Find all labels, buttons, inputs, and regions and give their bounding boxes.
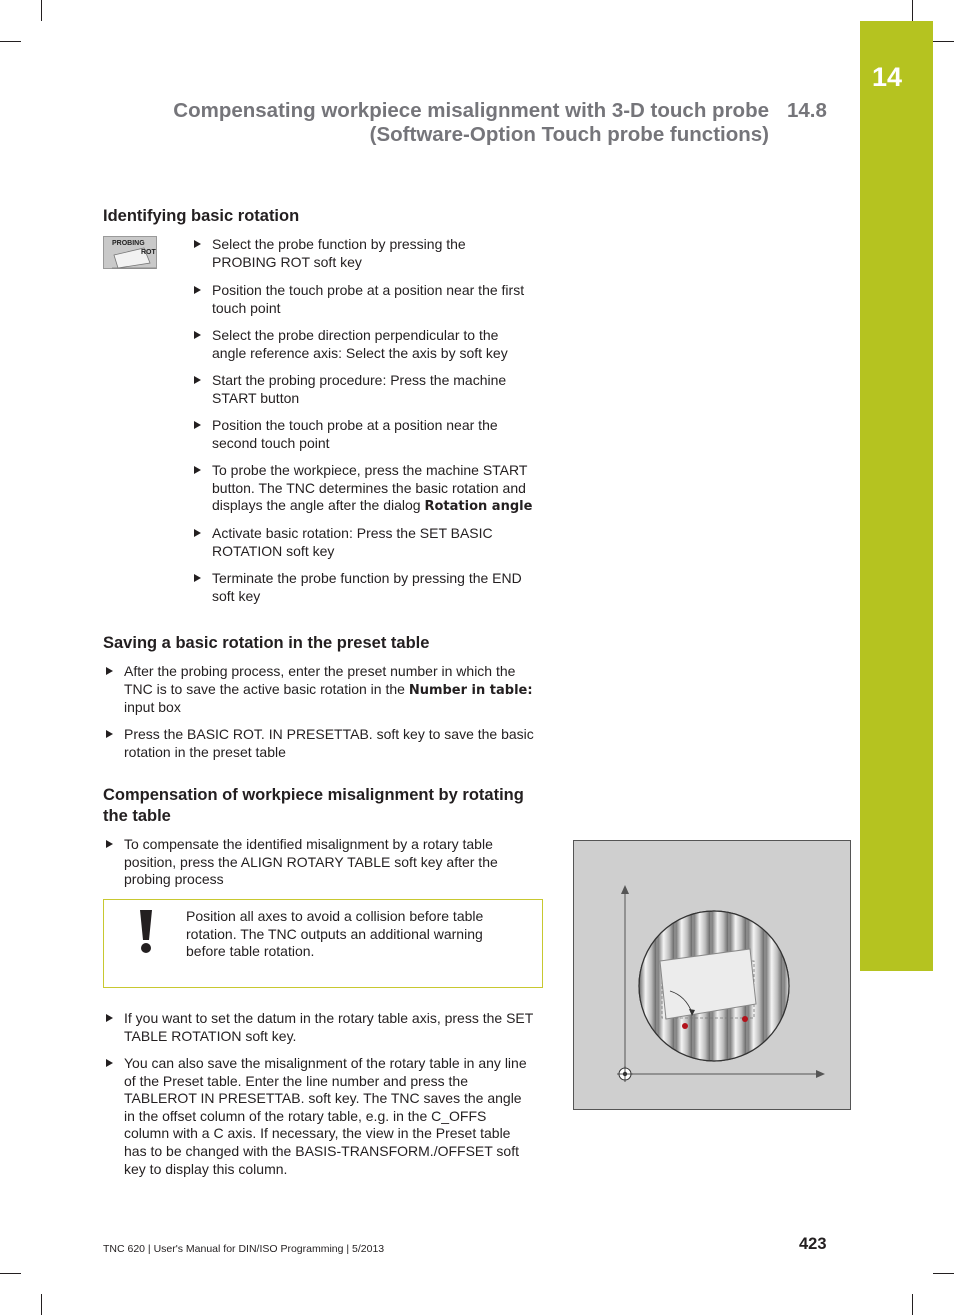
list-item-bold: Rotation angle	[424, 499, 533, 515]
warning-text: Position all axes to avoid a collision before table rotation. The TNC outputs an additional warning before table rotation.	[186, 908, 484, 960]
section-heading	[103, 785, 573, 827]
list-item-text: Select the probe function by pressing the PROBING ROT soft key	[212, 236, 466, 270]
section-heading: Identifying basic rotation	[103, 207, 300, 225]
page-number: 423	[799, 1235, 827, 1253]
list-item-text: Activate basic rotation: Press the SET BASIC ROTATION soft key	[212, 525, 493, 559]
bullet-arrow-icon	[106, 1014, 113, 1022]
crop-mark	[912, 0, 913, 21]
list-item-text: You can also save the misalignment of the rotary table in any line of the Preset table. Enter the line number and press the TABLEROT IN PRESETTAB. soft key. The TNC saves the angle in the offset column of the rotary table, e.g. in the C_OFFS column with a C axis. If necessary, the view in the Preset table has to be changed with the BASIS-TRANSFORM./OFFSET soft key to display this column.	[124, 1055, 527, 1177]
warning-box	[103, 899, 543, 988]
list-item-text: Start the probing procedure: Press the machine START button	[212, 372, 507, 406]
list-item-text: Terminate the probe function by pressing the END soft key	[212, 570, 522, 604]
bullet-arrow-icon	[194, 529, 201, 537]
bullet-arrow-icon	[194, 331, 201, 339]
crop-mark	[0, 1273, 21, 1274]
list-item	[124, 836, 524, 889]
list-item	[212, 570, 547, 605]
softkey-label-line1: PROBING	[112, 240, 145, 247]
bullet-arrow-icon	[194, 286, 201, 294]
list-item	[212, 372, 532, 407]
list-item	[124, 663, 544, 717]
running-header-title	[173, 99, 769, 147]
heading-line2: the table	[103, 807, 171, 825]
list-item	[212, 417, 522, 452]
chapter-tab	[860, 21, 933, 971]
section-number: 14.8	[787, 99, 827, 122]
bullet-arrow-icon	[194, 466, 201, 474]
list-item	[212, 327, 527, 362]
list-item	[212, 462, 547, 516]
list-item	[212, 525, 517, 560]
list-item	[212, 282, 547, 317]
crop-mark	[41, 1294, 42, 1315]
page-footer: TNC 620 | User's Manual for DIN/ISO Programming | 5/2013	[103, 1243, 385, 1255]
crop-mark	[933, 41, 954, 42]
bullet-arrow-icon	[106, 667, 113, 675]
list-item-text: Position the touch probe at a position near the second touch point	[212, 417, 498, 451]
header-title-line1: Compensating workpiece misalignment with 3-D touch probe	[173, 99, 769, 122]
bullet-arrow-icon	[106, 1059, 113, 1067]
header-title-line2: (Software-Option Touch probe functions)	[369, 123, 769, 146]
list-item-text: To probe the workpiece, press the machine START button. The TNC determines the basic rotation and displays the angle after the dialog	[212, 462, 528, 514]
softkey-label-line2: ROT	[141, 249, 156, 256]
crop-mark	[41, 0, 42, 21]
list-item	[212, 236, 512, 271]
list-item-text: If you want to set the datum in the rotary table axis, press the SET TABLE ROTATION soft key.	[124, 1010, 534, 1044]
list-item-text: To compensate the identified misalignment by a rotary table position, press the ALIGN ROTARY TABLE soft key after the probing process	[124, 836, 498, 888]
list-item-text-after: input box	[124, 699, 181, 716]
list-item-text: Position the touch probe at a position near the first touch point	[212, 282, 525, 316]
bullet-arrow-icon	[106, 840, 113, 848]
bullet-arrow-icon	[194, 240, 201, 248]
section-heading: Saving a basic rotation in the preset table	[103, 634, 430, 652]
list-item-text: Press the BASIC ROT. IN PRESETTAB. soft key to save the basic rotation in the preset table	[124, 726, 534, 760]
rotary-table-figure	[573, 840, 851, 1110]
bullet-arrow-icon	[194, 376, 201, 384]
rotary-table-illustration	[574, 841, 850, 1109]
probing-rot-softkey-icon	[103, 236, 157, 269]
list-item-text: After the probing process, enter the preset number in which the TNC is to save the active basic rotation in the	[124, 663, 516, 697]
list-item	[124, 1010, 534, 1045]
list-item	[124, 726, 544, 761]
list-item	[124, 1055, 534, 1178]
bullet-arrow-icon	[194, 574, 201, 582]
exclamation-icon	[136, 910, 156, 954]
list-item-bold: Number in table:	[408, 682, 533, 698]
heading-line1: Compensation of workpiece misalignment by rotating	[103, 786, 524, 804]
chapter-number: 14	[872, 62, 903, 92]
bullet-arrow-icon	[194, 421, 201, 429]
crop-mark	[912, 1294, 913, 1315]
bullet-arrow-icon	[106, 730, 113, 738]
crop-mark	[933, 1273, 954, 1274]
list-item-text: Select the probe direction perpendicular to the angle reference axis: Select the axis by soft key	[212, 327, 508, 361]
crop-mark	[0, 41, 21, 42]
